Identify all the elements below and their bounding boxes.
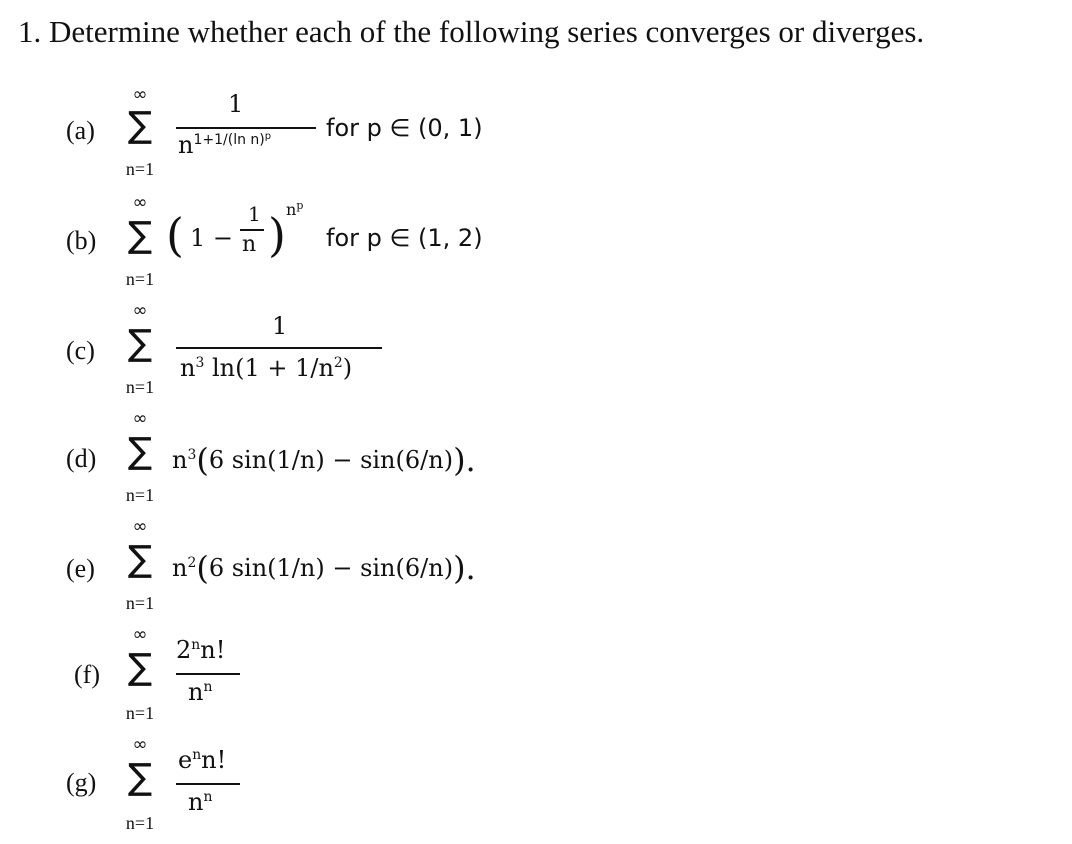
part-f-label: (f) [74,660,100,689]
part-g-den-base: n [188,788,204,816]
part-c-den-close: ) [342,354,353,382]
part-g-num-exp: n [192,746,202,763]
part-b-open-paren: ( [166,208,184,262]
part-a-condition: for p ∈ (0, 1) [326,114,483,142]
part-a-fraction-bar [176,127,316,129]
part-c-denominator [180,356,352,380]
part-f-num-exp: n [191,636,201,653]
part-d-base: n [172,446,188,474]
part-c-den-rest: ln(1 + 1/n [204,354,334,382]
part-b-frac-den: n [242,232,257,257]
part-b-exp-base: n [286,200,297,219]
part-e-base: n [172,554,188,582]
sum-e-upper-limit: ∞ [132,516,148,537]
part-g-num-base: e [178,746,193,774]
sum-f-upper-limit: ∞ [132,624,148,645]
part-e-expression [172,549,476,587]
part-c-den-n-exp: 3 [195,354,205,371]
sum-b-lower-limit: n=1 [125,269,155,289]
part-f-denominator [188,680,212,704]
part-c-numerator: 1 [272,312,288,340]
sum-b-symbol: ∑ [127,215,153,256]
part-c-fraction-bar [176,347,382,349]
sum-a-lower-limit: n=1 [125,159,155,179]
part-d-label: (d) [66,444,97,473]
sum-g-upper-limit: ∞ [132,734,148,755]
part-a-den-base: n [178,131,194,159]
sum-g-lower-limit: n=1 [125,813,155,833]
part-g-fraction-bar [176,783,240,785]
sum-c-upper-limit: ∞ [132,300,148,321]
part-d-close-paren: ). [453,441,476,479]
part-b-frac-num: 1 [248,202,261,226]
sum-a-upper-limit: ∞ [132,84,148,105]
sum-b-upper-limit: ∞ [132,192,148,213]
sum-e-symbol: ∑ [127,539,153,580]
part-b-exponent [286,199,304,219]
part-e-close-paren: ). [453,549,476,587]
part-d-open-paren: ( [196,441,209,479]
part-e-exp: 2 [187,554,197,571]
sum-g-symbol: ∑ [127,757,153,798]
part-f-num-rest: n! [200,636,226,664]
part-a-denominator [178,133,271,157]
part-a-den-exponent: 1+1/(ln n) [193,132,265,148]
part-g-label: (g) [66,768,97,797]
part-f-den-exp: n [203,678,213,695]
sum-f-symbol: ∑ [127,647,153,688]
sum-a-symbol: ∑ [127,105,153,146]
part-b-exp-power: p [296,199,304,212]
part-c-den-n: n [180,354,196,382]
part-g-num-rest: n! [201,746,227,774]
part-b-one-minus: 1 − [190,224,234,252]
part-b-close-paren: ) [268,208,286,262]
part-c-den-rest-exp: 2 [333,354,343,371]
sum-d-symbol: ∑ [127,431,153,472]
part-c-label: (c) [66,336,95,365]
part-d-inner: 6 sin(1/n) − sin(6/n) [208,446,454,474]
part-d-exp: 3 [187,446,197,463]
part-f-fraction-bar [176,673,240,675]
part-g-denominator [188,790,212,814]
problem-heading: 1. Determine whether each of the following series converges or diverges. [18,14,925,49]
part-a-numerator: 1 [228,90,244,118]
sum-c-lower-limit: n=1 [125,377,155,397]
part-e-label: (e) [66,554,95,583]
sum-d-lower-limit: n=1 [125,485,155,505]
part-b-condition: for p ∈ (1, 2) [326,224,483,252]
part-g-den-exp: n [203,788,213,805]
sum-d-upper-limit: ∞ [132,408,148,429]
sum-f-lower-limit: n=1 [125,703,155,723]
part-b-label: (b) [66,226,97,255]
sum-c-symbol: ∑ [127,323,153,364]
part-e-inner: 6 sin(1/n) − sin(6/n) [208,554,454,582]
part-f-num-base: 2 [176,636,192,664]
part-e-open-paren: ( [196,549,209,587]
part-g-numerator [178,748,226,772]
part-d-expression [172,441,476,479]
part-a-den-exponent-power: p [264,131,272,142]
part-f-numerator [176,638,225,662]
part-a-label: (a) [66,116,95,145]
sum-e-lower-limit: n=1 [125,593,155,613]
part-b-frac-bar [240,229,264,231]
part-f-den-base: n [188,678,204,706]
